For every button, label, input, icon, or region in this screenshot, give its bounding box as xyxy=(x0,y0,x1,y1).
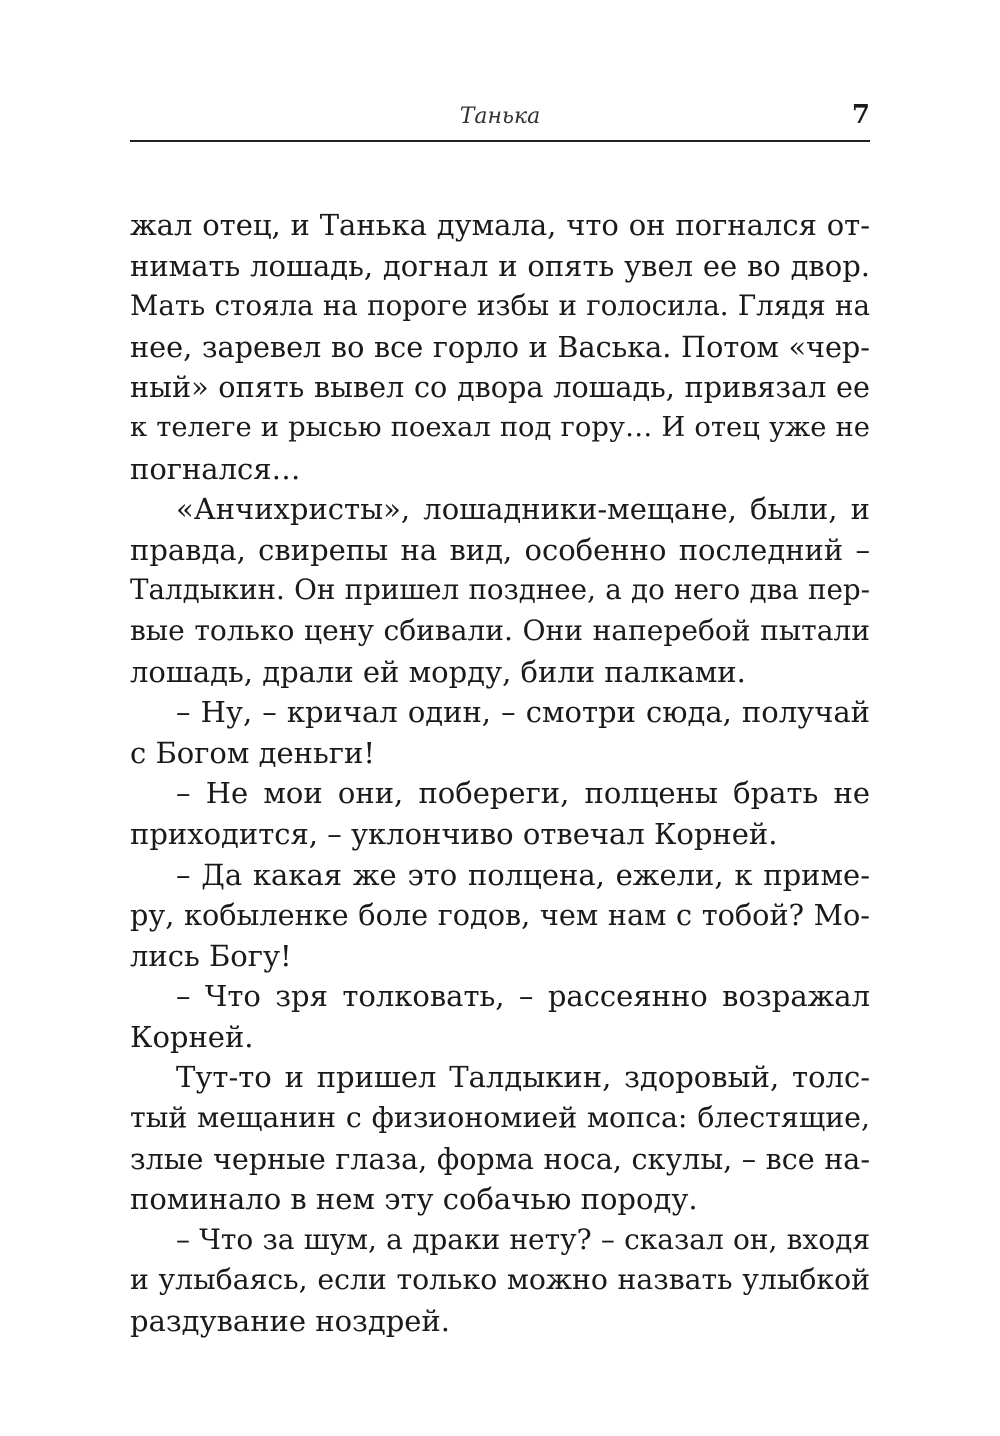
body-text xyxy=(130,205,870,1342)
text-line: – Что за шум, а драки нету? – сказал он, входя xyxy=(176,1222,870,1256)
running-header xyxy=(130,100,870,142)
running-title: Танька xyxy=(459,104,541,129)
text-line: приходится, – уклончиво отвечал Корней. xyxy=(130,816,778,851)
text-line: – Да какая же это полцена, ежели, к приме- xyxy=(176,857,870,892)
text-line: Корней. xyxy=(130,1019,254,1054)
text-line: вые только цену сбивали. Они наперебой пытали xyxy=(130,613,870,647)
text-line: к телеге и рысью поехал под гору… И отец уже не xyxy=(130,411,870,443)
text-line: лись Богу! xyxy=(130,938,292,973)
text-line: и улыбаясь, если только можно назвать улыбкой xyxy=(130,1263,870,1297)
text-line: ный» опять вывел со двора лошадь, привязал ее xyxy=(130,370,870,405)
text-line: Талдыкин. Он пришел позднее, а до него два пер- xyxy=(130,573,870,607)
text-line: поминало в нем эту собачью породу. xyxy=(130,1182,698,1217)
text-line: погнался… xyxy=(130,451,301,486)
text-line: – Что зря толковать, – рассеянно возражал xyxy=(176,979,870,1014)
text-line: нее, заревел во все горло и Васька. Потом «чер- xyxy=(130,329,870,364)
text-line: ру, кобыленке боле годов, чем нам с тобой? Мо- xyxy=(130,898,870,933)
text-line: – Не мои они, побереги, полцены брать не xyxy=(176,776,870,811)
text-line: с Богом деньги! xyxy=(130,735,375,770)
text-line: «Анчихристы», лошадники-мещане, были, и xyxy=(176,492,870,527)
text-line: раздувание ноздрей. xyxy=(130,1304,450,1339)
text-line: нимать лошадь, догнал и опять увел ее во двор. xyxy=(130,248,870,283)
text-line: – Ну, – кричал один, – смотри сюда, получай xyxy=(176,695,870,730)
text-line: жал отец, и Танька думала, что он погнался от- xyxy=(130,208,870,242)
text-line: Мать стояла на пороге избы и голосила. Глядя на xyxy=(130,289,870,323)
text-line: Тут-то и пришел Талдыкин, здоровый, толс- xyxy=(176,1060,870,1095)
text-line: правда, свирепы на вид, особенно последний – xyxy=(130,532,870,567)
text-line: злые черные глаза, форма носа, скулы, – все на- xyxy=(130,1141,870,1176)
page-number: 7 xyxy=(851,100,870,130)
text-line: лошадь, драли ей морду, били палками. xyxy=(130,654,746,689)
text-line: тый мещанин с физиономией мопса: блестящие, xyxy=(130,1101,870,1135)
